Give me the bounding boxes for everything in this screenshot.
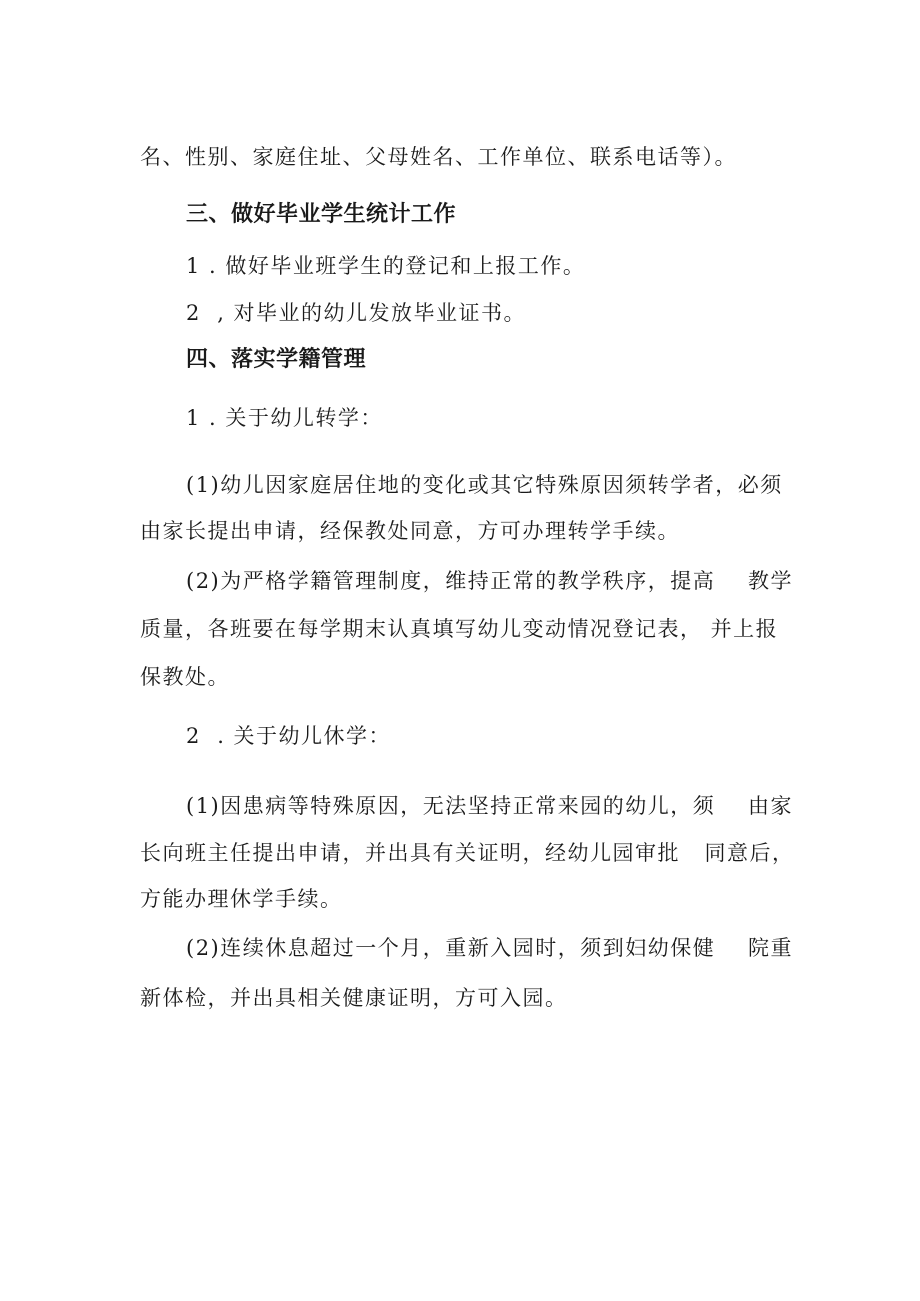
transfer-p1-line2: 由家长提出申请，经保教处同意，方可办理转学手续。: [140, 519, 680, 543]
transfer-subtitle: 1 . 关于幼儿转学：: [186, 406, 383, 430]
transfer-p2-line1: (2)为严格学籍管理制度，维持正常的教学秩序，提高 教学: [186, 569, 793, 593]
section-3-item-2: 2 , 对毕业的幼儿发放毕业证书。: [186, 301, 527, 325]
suspension-p2-line1: (2)连续休息超过一个月，重新入园时，须到妇幼保健 院重: [186, 936, 793, 960]
transfer-p2-line3: 保教处。: [140, 665, 230, 689]
suspension-p1-line3: 方能办理休学手续。: [140, 887, 343, 911]
suspension-subtitle: 2 . 关于幼儿休学：: [186, 724, 392, 748]
section-3-item-1: 1 . 做好毕业班学生的登记和上报工作。: [186, 254, 586, 278]
section-4-heading: 四、落实学籍管理: [186, 347, 367, 372]
suspension-p1-line2: 长向班主任提出申请，并出具有关证明，经幼儿园审批 同意后，: [140, 841, 795, 865]
section-3-heading: 三、做好毕业学生统计工作: [186, 202, 457, 227]
transfer-p1-line1: (1)幼儿因家庭居住地的变化或其它特殊原因须转学者，必须: [186, 473, 783, 497]
suspension-p1-line1: (1)因患病等特殊原因，无法坚持正常来园的幼儿，须 由家: [186, 794, 793, 818]
suspension-p2-line2: 新体检，并出具相关健康证明，方可入园。: [140, 986, 568, 1010]
transfer-p2-line2: 质量，各班要在每学期末认真填写幼儿变动情况登记表， 并上报: [140, 617, 779, 641]
continuation-line: 名、性别、家庭住址、父母姓名、工作单位、联系电话等）。: [140, 145, 737, 169]
